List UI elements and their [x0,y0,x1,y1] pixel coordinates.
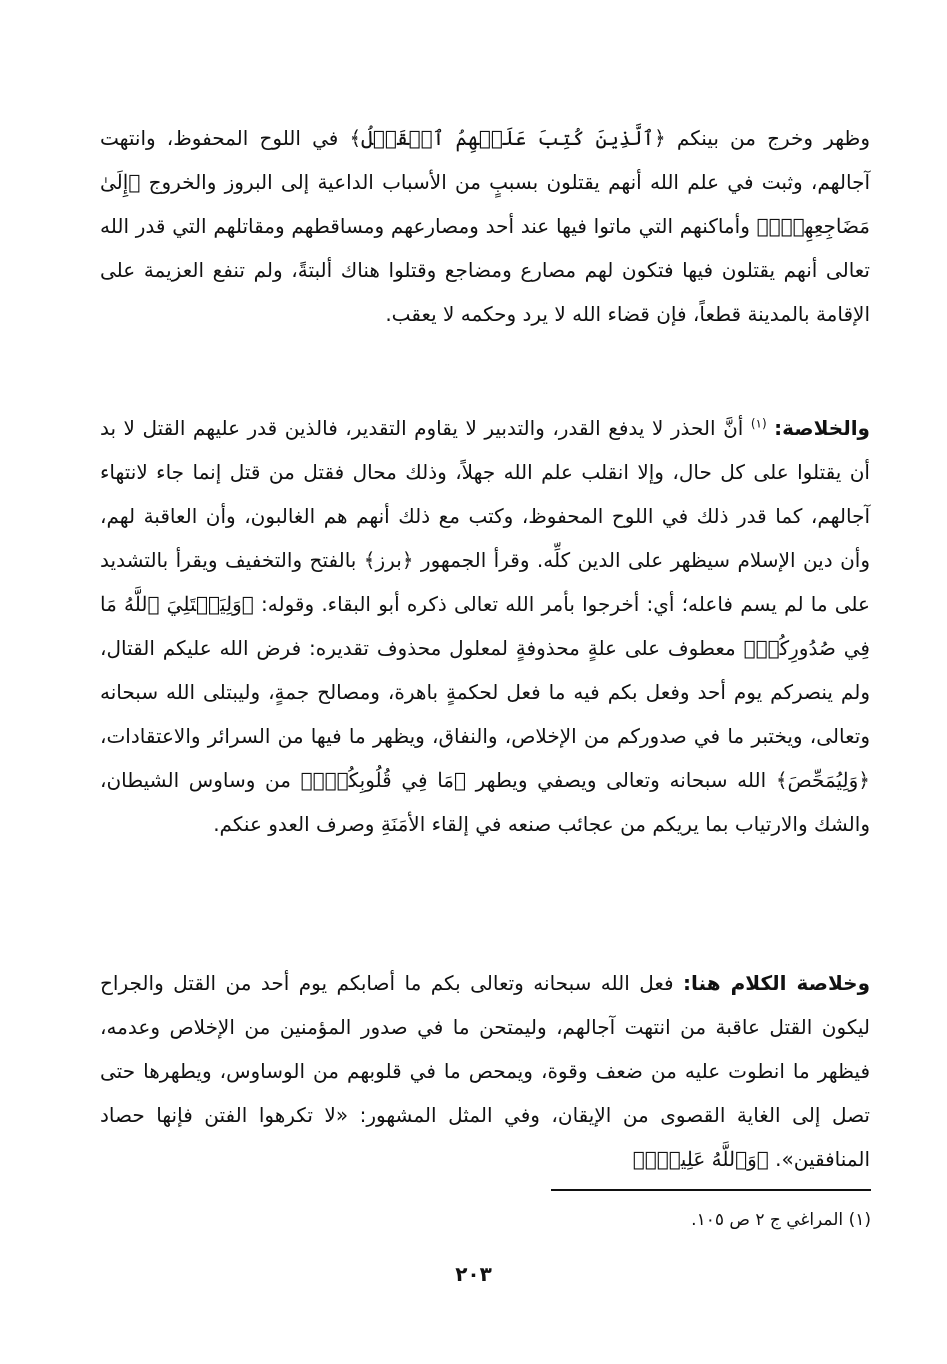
footnote-reference: (١) [750,416,767,431]
footnote-number: (١) [848,1210,871,1230]
quran-verse-3: ﴿برز﴾ [363,548,414,572]
footnote-text: المراغي ج ٢ ص ١٠٥. [691,1210,849,1230]
quran-verse-7: ﴿وَٱللَّهُ عَلِيمُۢ﴾ [632,1147,769,1171]
paragraph-2-text-d: الله سبحانه وتعالى ويصفي ويطهر [466,768,776,792]
paragraph-1-text-a: وظهر وخرج من بينكم [665,126,871,150]
paragraph-1 [100,116,870,336]
quran-verse-6: ﴿مَا فِي قُلُوبِكُمۡۚ﴾ [300,768,466,792]
paragraph-3-text-a: فعل الله سبحانه وتعالى بكم ما أصابكم يوم أحد من القتل والجراح ليكون القتل عاقبة من انتهت آجالهم، وليمتحن ما في صدور المؤمنين من الإخلاص وعدمه، فيظهر ما انطوت عليه من ضعف وقوة، ويمحص ما في قلوبهم من الوساوس، ويطهرها حتى تصل إلى الغاية القصوى من الإيقان، وفي المثل المشهور: «لا تكرهوا الفتن فإنها حصاد المنافقين». [100,971,870,1171]
paragraph-2-text-e: من وساوس الشيطان، والشك والارتياب بما يريكم من عجائب صنعه في إلقاء الأمَنَةِ وصرف العدو عنكم. [100,768,870,836]
footnote [81,1205,871,1235]
page-number: ٢٠٣ [455,1262,492,1286]
paragraph-1-text-c: وأماكنهم التي ماتوا فيها عند أحد ومصارعهم ومساقطهم ومقاتلهم التي قدر الله تعالى أنهم يقتلون فيها فتكون لهم مصارع ومضاجع وقتلوا هناك ألبتةً، ولم تنفع العزيمة على الإقامة بالمدينة قطعاً، فإن قضاء الله لا يرد وحكمه لا يعقب. [100,214,870,326]
summary-heading: والخلاصة: [774,416,870,440]
footnote-divider [551,1189,871,1191]
paragraph-2-text-c: معطوف على علةٍ محذوفةٍ لمعلول محذوف تقديره: فرض الله عليكم القتال، ولم ينصركم يوم أحد وفعل بكم فيه ما فعل لحكمةٍ باهرة، ومصالح جمةٍ، وليبتلى الله سبحانه وتعالى، ويختبر ما في صدوركم من الإخلاص، والنفاق، ويظهر ما فيها من السرائر والاعتقادات، [100,636,870,748]
paragraph-2 [100,406,870,846]
paragraph-2-text-a: أنَّ الحذر لا يدفع القدر، والتدبير لا يقاوم التقدير، فالذين قدر عليهم القتل لا بد أن يقتلوا على كل حال، وإلا انقلب علم الله جهلاً، وذلك محال فقتل من قتل إنما جاء لانتهاء آجالهم، كما قدر ذلك في اللوح المحفوظ، وكتب مع ذلك أنهم هم الغالبون، وأن العاقبة لهم، وأن دين الإسلام سيظهر على الدين كلِّه. وقرأ الجمهور [100,416,870,572]
quran-verse-5: ﴿وَلِيُمَحِّصَ﴾ [775,768,871,792]
quran-verse-4: ﴿وَلِيَبۡتَلِيَ ٱللَّهُ مَا فِي صُدُورِكُمۡ﴾ [100,592,870,660]
paragraph-3 [100,961,870,1181]
conclusion-heading: وخلاصة الكلام هنا: [683,971,871,995]
paragraph-2-text-b: بالفتح والتخفيف ويقرأ بالتشديد على ما لم يسم فاعله؛ أي: أخرجوا بأمر الله تعالى ذكره أبو البقاء. وقوله: [100,548,870,616]
quran-verse-2: ﴿إِلَىٰ مَضَاجِعِهِمۡۖ﴾ [100,170,870,238]
paragraph-1-text-b: في اللوح المحفوظ، وانتهت آجالهم، وثبت في علم الله أنهم يقتلون بسببٍ من الأسباب الداعية إلى البروز والخروج [100,126,870,194]
quran-verse-1: ﴿ٱلَّذِينَ كُتِبَ عَلَيۡهِمُ ٱلۡقَتۡلُ﴾ [349,126,666,150]
